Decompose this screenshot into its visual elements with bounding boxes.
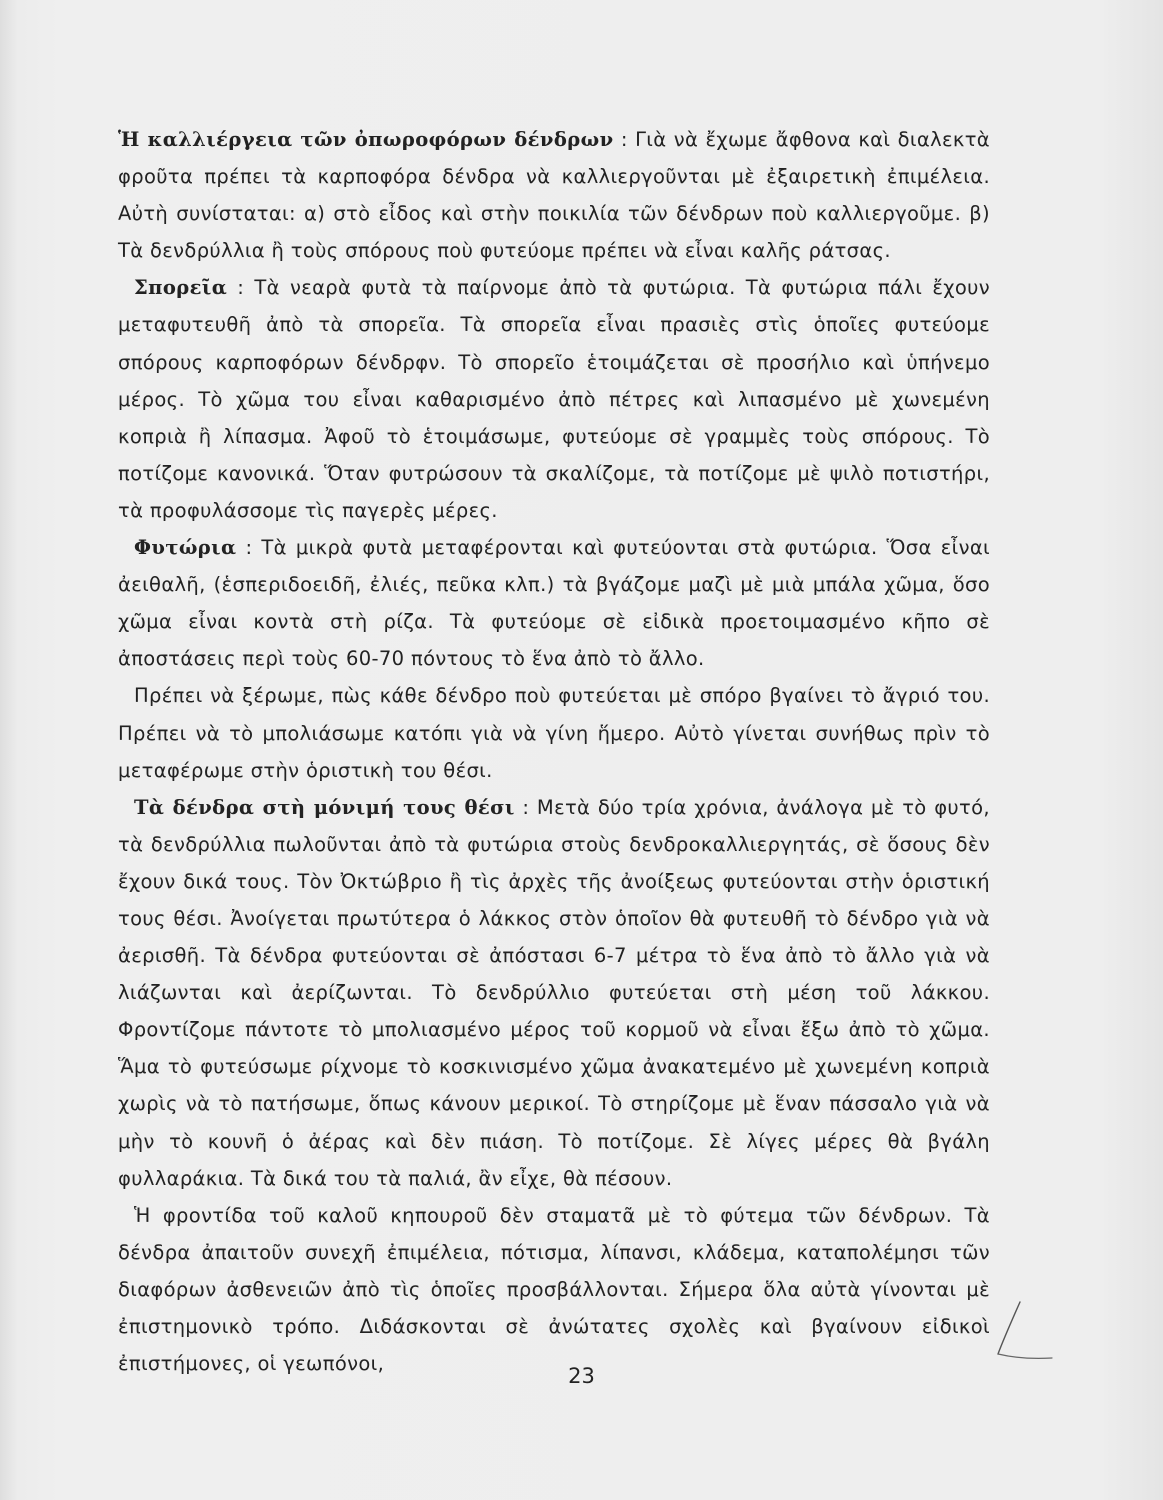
body-text (118, 121, 990, 1382)
paragraph-grafting (118, 677, 990, 788)
paragraph-nurseries (118, 529, 990, 677)
paragraph-text: Μετὰ δύο τρία χρόνια, ἀνάλογα μὲ τὸ φυτό, τὰ δενδρύλλια πωλοῦνται ἀπὸ τὰ φυτώρια στοὺς δενδροκαλλιεργητάς, σὲ ὅσους δὲν ἔχουν δικά τους. Τὸν Ὀκτώβριο ἢ τὶς ἀρχὲς τῆς ἀνοίξεως φυτεύονται στὴν ὁριστική τους θέσι. Ἀνοίγεται πρωτύτερα ὁ λάκκος στὸν ὁποῖον θὰ φυτευθῆ τὸ δένδρο γιὰ νὰ ἀερισθῆ. Τὰ δένδρα φυτεύονται σὲ ἀπόστασι 6-7 μέτρα τὸ ἕνα ἀπὸ τὸ ἄλλο γιὰ νὰ λιάζωνται καὶ ἀερίζωνται. Τὸ δενδρύλλιο φυτεύεται στὴ μέση τοῦ λάκκου. Φροντίζομε πάντοτε τὸ μπολιασμένο μέρος τοῦ κορμοῦ νὰ εἶναι ἔξω ἀπὸ τὸ χῶμα. Ἅμα τὸ φυτεύσωμε ρίχνομε τὸ κοσκινισμένο χῶμα ἀνακατεμένο μὲ χωνεμένη κοπριὰ χωρὶς νὰ τὸ πατήσωμε, ὅπως κάνουν μερικοί. Τὸ στηρίζομε μὲ ἕναν πάσσαλο γιὰ νὰ μὴν τὸ κουνῆ ὁ ἀέρας καὶ δὲν πιάση. Τὸ ποτίζομε. Σὲ λίγες μέρες θὰ βγάλη φυλλαράκια. Τὰ δικά του τὰ παλιά, ἂν εἶχε, θὰ πέσουν. (118, 795, 990, 1190)
paragraph-text: Γιὰ νὰ ἔχωμε ἄφθονα καὶ διαλεκτὰ φροῦτα πρέπει τὰ καρποφόρα δένδρα νὰ καλλιεργοῦνται μὲ ἐξαιρετικὴ ἐπιμέλεια. Αὐτὴ συνίσταται: α) στὸ εἶδος καὶ στὴν ποικιλία τῶν δένδρων ποὺ καλλιεργοῦμε. β) Τὰ δενδρύλλια ἢ τοὺς σπόρους ποὺ φυτεύομε πρέπει νὰ εἶναι καλῆς ράτσας. (118, 128, 990, 263)
heading-separator: : (613, 128, 636, 151)
paragraph-text: Ἡ φροντίδα τοῦ καλοῦ κηπουροῦ δὲν σταματᾶ μὲ τὸ φύτεμα τῶν δένδρων. Τὰ δένδρα ἀπαιτοῦν συνεχῆ ἐπιμέλεια, πότισμα, λίπανσι, κλάδεμα, καταπολέμησι τῶν διαφόρων ἀσθενειῶν ἀπὸ τὶς ὁποῖες προσβάλλονται. Σήμερα ὅλα αὐτὰ γίνονται μὲ ἐπιστημονικὸ τρόπο. Διδάσκονται σὲ ἀνώτατες σχολὲς καὶ βγαίνουν εἰδικοὶ ἐπιστήμονες, οἱ γεωπόνοι, (118, 1203, 990, 1376)
section-heading-nurseries: Φυτώρια (134, 536, 237, 560)
section-heading-seedbeds: Σπορεῖα (134, 276, 228, 300)
paragraph-text: Τὰ νεαρὰ φυτὰ τὰ παίρνομε ἀπὸ τὰ φυτώρια. Τὰ φυτώρια πάλι ἔχουν μεταφυτευθῆ ἀπὸ τὰ σπορεῖα. Τὰ σπορεῖα εἶναι πρασιὲς στὶς ὁποῖες φυτεύομε σπόρους καρποφόρων δένδρφν. Τὸ σπορεῖο ἑτοιμάζεται σὲ προσήλιο καὶ ὑπήνεμο μέρος. Τὸ χῶμα του εἶναι καθαρισμένο ἀπὸ πέτρες καὶ λιπασμένο μὲ χωνεμένη κοπριὰ ἢ λίπασμα. Ἀφοῦ τὸ ἑτοιμάσωμε, φυτεύομε σὲ γραμμὲς τοὺς σπόρους. Τὸ ποτίζομε κανονικά. Ὅταν φυτρώσουν τὰ σκαλίζομε, τὰ ποτίζομε μὲ ψιλὸ ποτιστήρι, τὰ προφυλάσσομε τὶς παγερὲς μέρες. (118, 276, 990, 522)
heading-separator: : (514, 795, 537, 819)
heading-separator: : (236, 536, 262, 560)
section-heading-permanent-position: Τὰ δένδρα στὴ μόνιμή τους θέσι (134, 795, 515, 819)
paragraph-gardener-care (118, 1197, 990, 1382)
paragraph-text: Πρέπει νὰ ξέρωμε, πὼς κάθε δένδρο ποὺ φυτεύεται μὲ σπόρο βγαίνει τὸ ἄγριό του. Πρέπει νὰ τὸ μπολιάσωμε κατόπι γιὰ νὰ γίνη ἥμερο. Αὐτὸ γίνεται συνήθως πρὶν τὸ μεταφέρωμε στὴν ὁριστικὴ του θέσι. (118, 684, 990, 782)
paragraph-seedbeds (118, 269, 990, 529)
heading-separator: : (227, 276, 255, 300)
section-heading-fruit-tree-cultivation: Ἡ καλλιέργεια τῶν ὀπωροφόρων δένδρων (118, 128, 614, 151)
paragraph-text: Τὰ μικρὰ φυτὰ μεταφέρονται καὶ φυτεύονται στὰ φυτώρια. Ὅσα εἶναι ἀειθαλῆ, (ἑσπεριδοειδῆ, ἐλιές, πεῦκα κλπ.) τὰ βγάζομε μαζὶ μὲ μιὰ μπάλα χῶμα, ὅσο χῶμα εἶναι κοντὰ στὴ ρίζα. Τὰ φυτεύομε σὲ εἰδικὰ προετοιμασμένο κῆπο σὲ ἀποστάσεις περὶ τοὺς 60-70 πόντους τὸ ἕνα ἀπὸ τὸ ἄλλο. (118, 536, 990, 671)
paragraph-permanent-position (118, 789, 990, 1197)
paragraph-fruit-tree-cultivation (118, 121, 990, 269)
page-number: 23 (568, 1364, 595, 1388)
